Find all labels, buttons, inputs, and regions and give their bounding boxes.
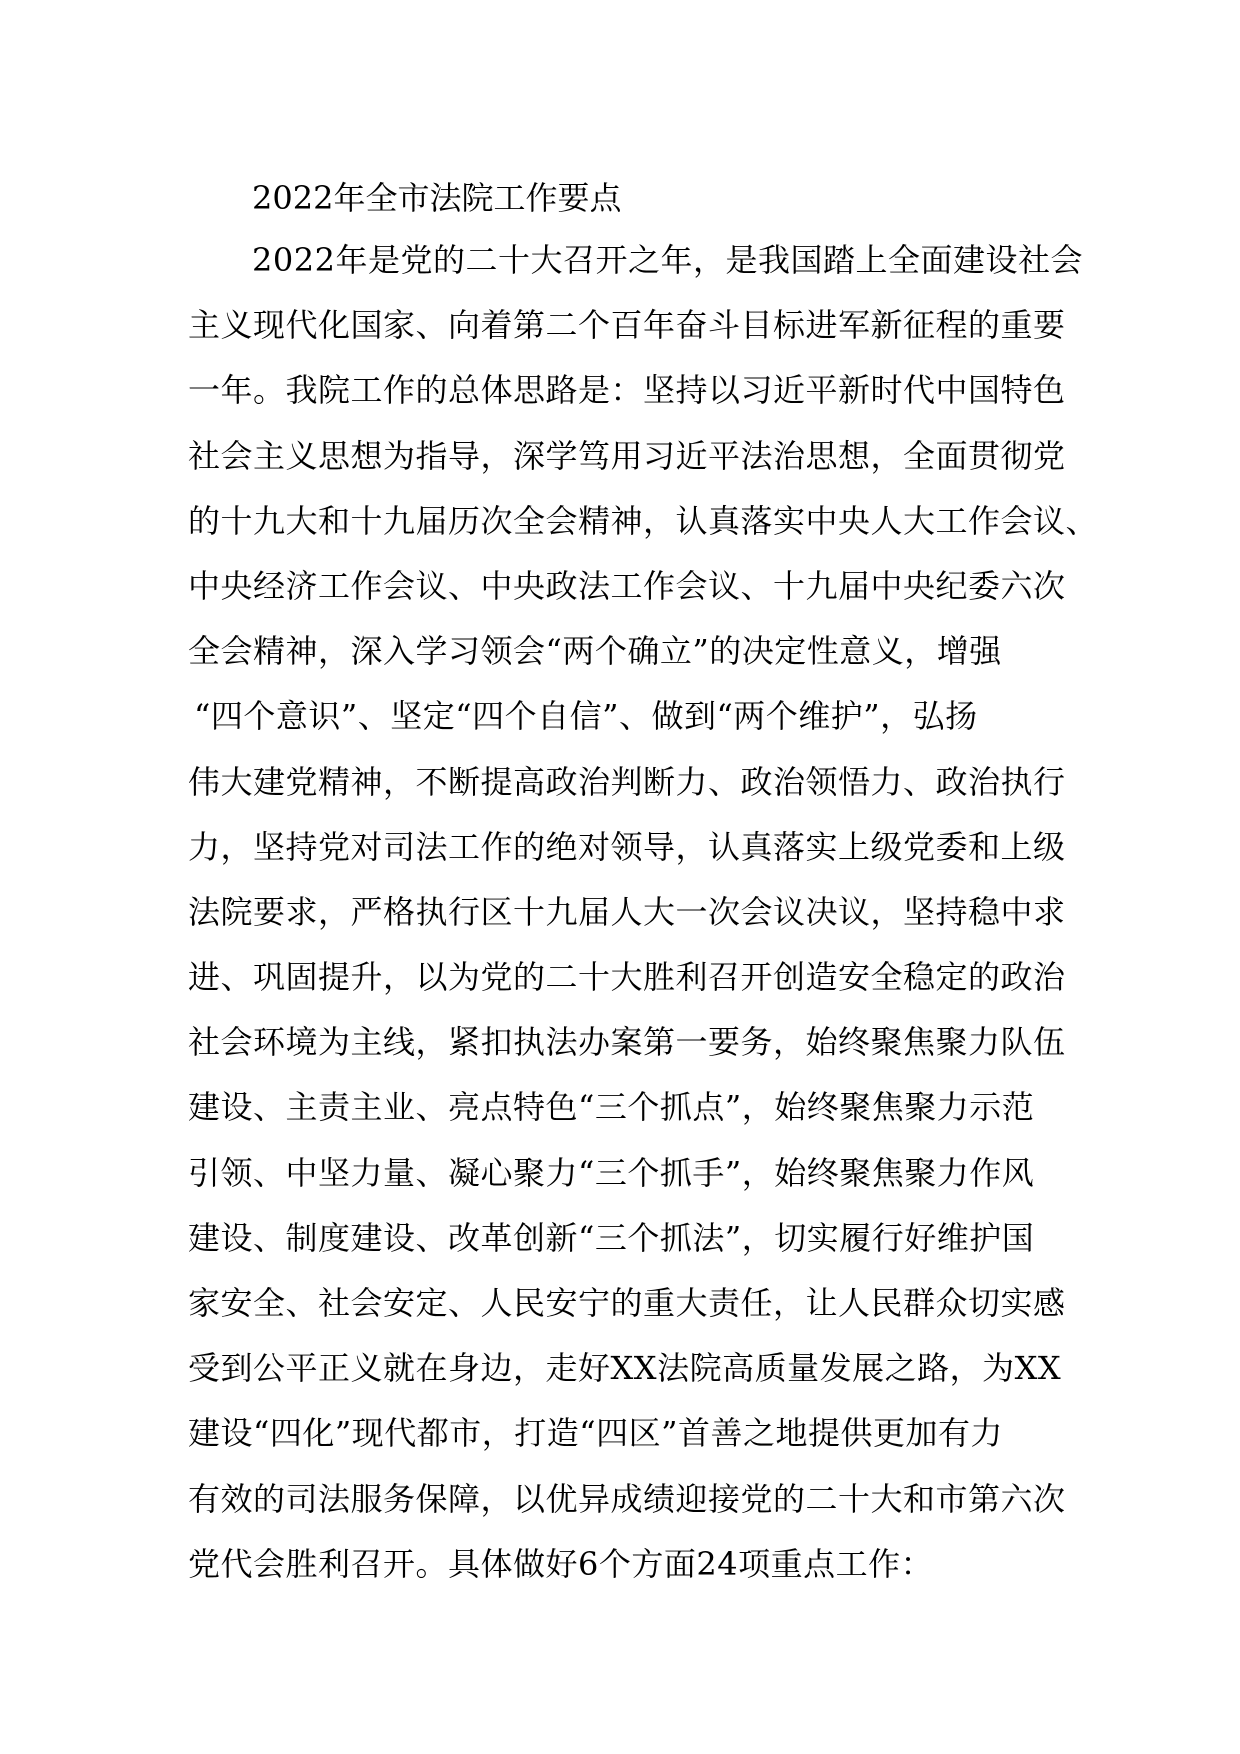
paragraph-line: 建设、主责主业、亮点特色“三个抓点”，始终聚焦聚力示范 bbox=[188, 1088, 1035, 1127]
paragraph-line: 中央经济工作会议、中央政法工作会议、十九届中央纪委六次 bbox=[188, 566, 1066, 605]
paragraph-line: 受到公平正义就在身边，走好XX法院高质量发展之路，为XX bbox=[188, 1349, 1062, 1388]
paragraph-line: 主义现代化国家、向着第二个百年奋斗目标进军新征程的重要 bbox=[188, 306, 1066, 345]
paragraph-line: 全会精神，深入学习领会“两个确立”的决定性意义，增强 bbox=[188, 632, 1002, 671]
paragraph-line: 家安全、社会安定、人民安宁的重大责任，让人民群众切实感 bbox=[188, 1284, 1066, 1322]
document-body bbox=[188, 168, 1099, 1597]
paragraph-line: 的十九大和十九届历次全会精神，认真落实中央人大工作会议、 bbox=[188, 501, 1099, 540]
paragraph-line: 有效的司法服务保障，以优异成绩迎接党的二十大和市第六次 bbox=[188, 1479, 1066, 1518]
paragraph-line: 法院要求，严格执行区十九届人大一次会议决议，坚持稳中求 bbox=[188, 892, 1066, 931]
paragraph-line: 引领、中坚力量、凝心聚力“三个抓手”，始终聚焦聚力作风 bbox=[188, 1153, 1035, 1192]
paragraph-line: 进、巩固提升，以为党的二十大胜利召开创造安全稳定的政治 bbox=[188, 958, 1066, 997]
paragraph-line: 党代会胜利召开。具体做好6个方面24项重点工作： bbox=[188, 1544, 934, 1583]
paragraph-line: 社会环境为主线，紧扣执法办案第一要务，始终聚焦聚力队伍 bbox=[188, 1023, 1066, 1062]
document-title: 2022年全市法院工作要点 bbox=[252, 179, 622, 217]
paragraph-line: 社会主义思想为指导，深学笃用习近平法治思想，全面贯彻党 bbox=[188, 436, 1066, 475]
paragraph-line: “四个意识”、坚定“四个自信”、做到“两个维护”，弘扬 bbox=[194, 697, 978, 736]
paragraph-line: 建设、制度建设、改革创新“三个抓法”，切实履行好维护国 bbox=[188, 1218, 1035, 1257]
paragraph-line: 2022年是党的二十大召开之年，是我国踏上全面建设社会 bbox=[252, 241, 1083, 279]
intro-paragraph bbox=[188, 228, 1099, 1597]
paragraph-line: 伟大建党精神，不断提高政治判断力、政治领悟力、政治执行 bbox=[188, 762, 1066, 801]
paragraph-line: 力，坚持党对司法工作的绝对领导，认真落实上级党委和上级 bbox=[188, 827, 1066, 866]
paragraph-line: 一年。我院工作的总体思路是：坚持以习近平新时代中国特色 bbox=[188, 371, 1066, 410]
paragraph-line: 建设“四化”现代都市，打造“四区”首善之地提供更加有力 bbox=[188, 1414, 1003, 1453]
